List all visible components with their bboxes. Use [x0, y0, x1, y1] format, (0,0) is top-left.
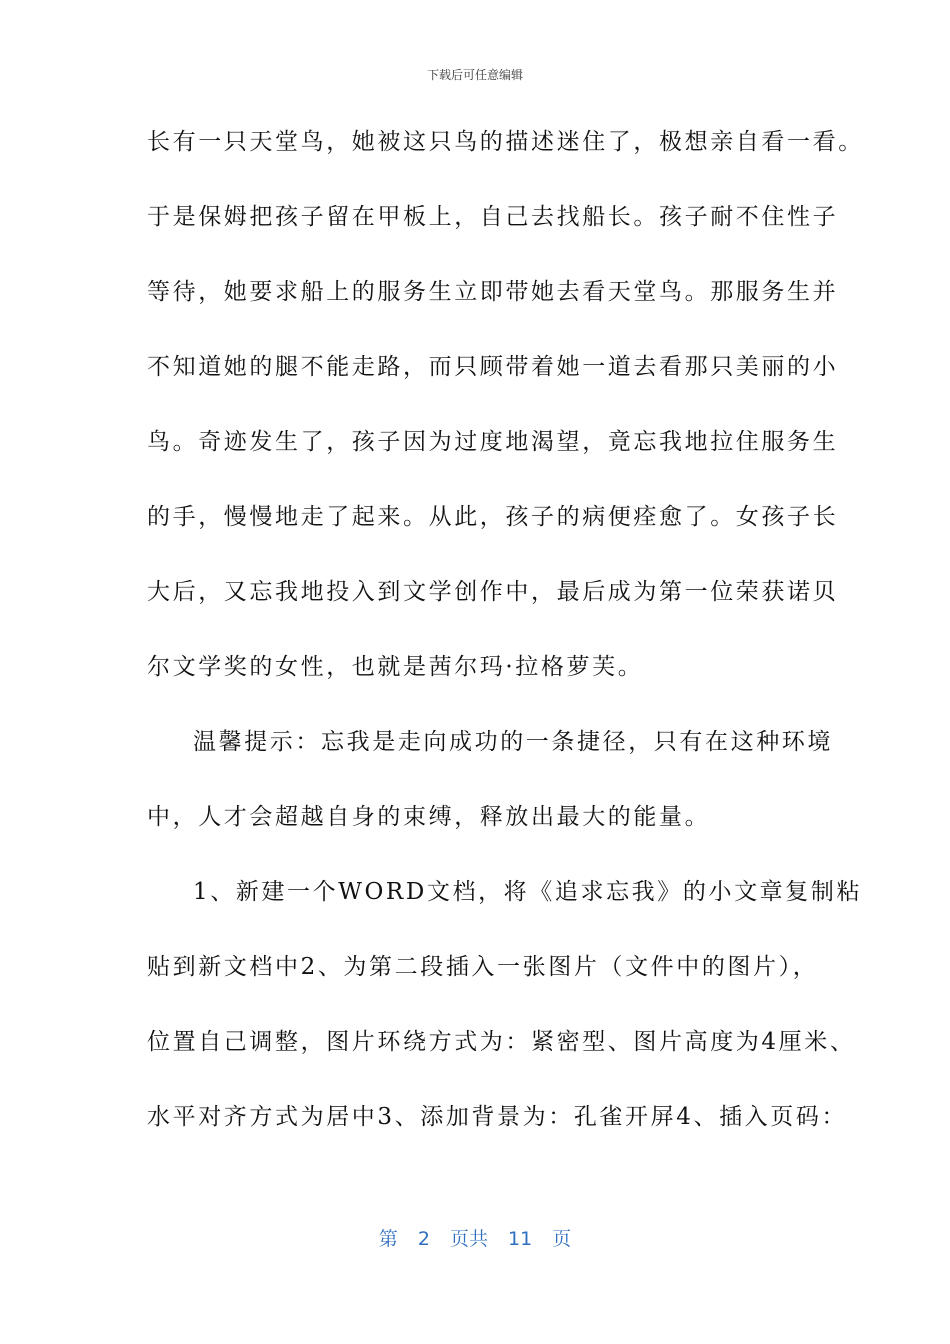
text-line: 尔文学奖的女性，也就是茜尔玛·拉格萝芙。: [147, 654, 644, 680]
document-body: [147, 122, 864, 1172]
text-line: 大后，又忘我地投入到文学创作中，最后成为第一位荣获诺贝: [147, 579, 839, 605]
instruction-line: 1、新建一个WORD文档，将《追求忘我》的小文章复制粘: [193, 879, 863, 905]
page-number-footer: 第 2 页共 11 页: [378, 1228, 572, 1250]
instruction-line: 水平对齐方式为居中3、添加背景为：孔雀开屏4、插入页码：: [147, 1104, 848, 1130]
text-line: 的手，慢慢地走了起来。从此，孩子的病便痊愈了。女孩子长: [147, 504, 839, 530]
page-header: 下载后可任意编辑: [426, 68, 523, 82]
text-line: 长有一只天堂鸟，她被这只鸟的描述迷住了，极想亲自看一看。: [147, 129, 864, 155]
instruction-line: 位置自己调整，图片环绕方式为：紧密型、图片高度为4厘米、: [147, 1029, 856, 1055]
tip-paragraph-line: 中，人才会超越自身的束缚，释放出最大的能量。: [147, 804, 711, 830]
text-line: 于是保姆把孩子留在甲板上，自己去找船长。孩子耐不住性子: [147, 204, 839, 230]
instruction-line: 贴到新文档中2、为第二段插入一张图片（文件中的图片），: [147, 954, 819, 980]
tip-paragraph-line: 温馨提示：忘我是走向成功的一条捷径，只有在这种环境: [193, 729, 833, 755]
text-line: 等待，她要求船上的服务生立即带她去看天堂鸟。那服务生并: [147, 279, 839, 305]
text-line: 不知道她的腿不能走路，而只顾带着她一道去看那只美丽的小: [147, 354, 839, 380]
text-line: 鸟。奇迹发生了，孩子因为过度地渴望，竟忘我地拉住服务生: [147, 429, 839, 455]
